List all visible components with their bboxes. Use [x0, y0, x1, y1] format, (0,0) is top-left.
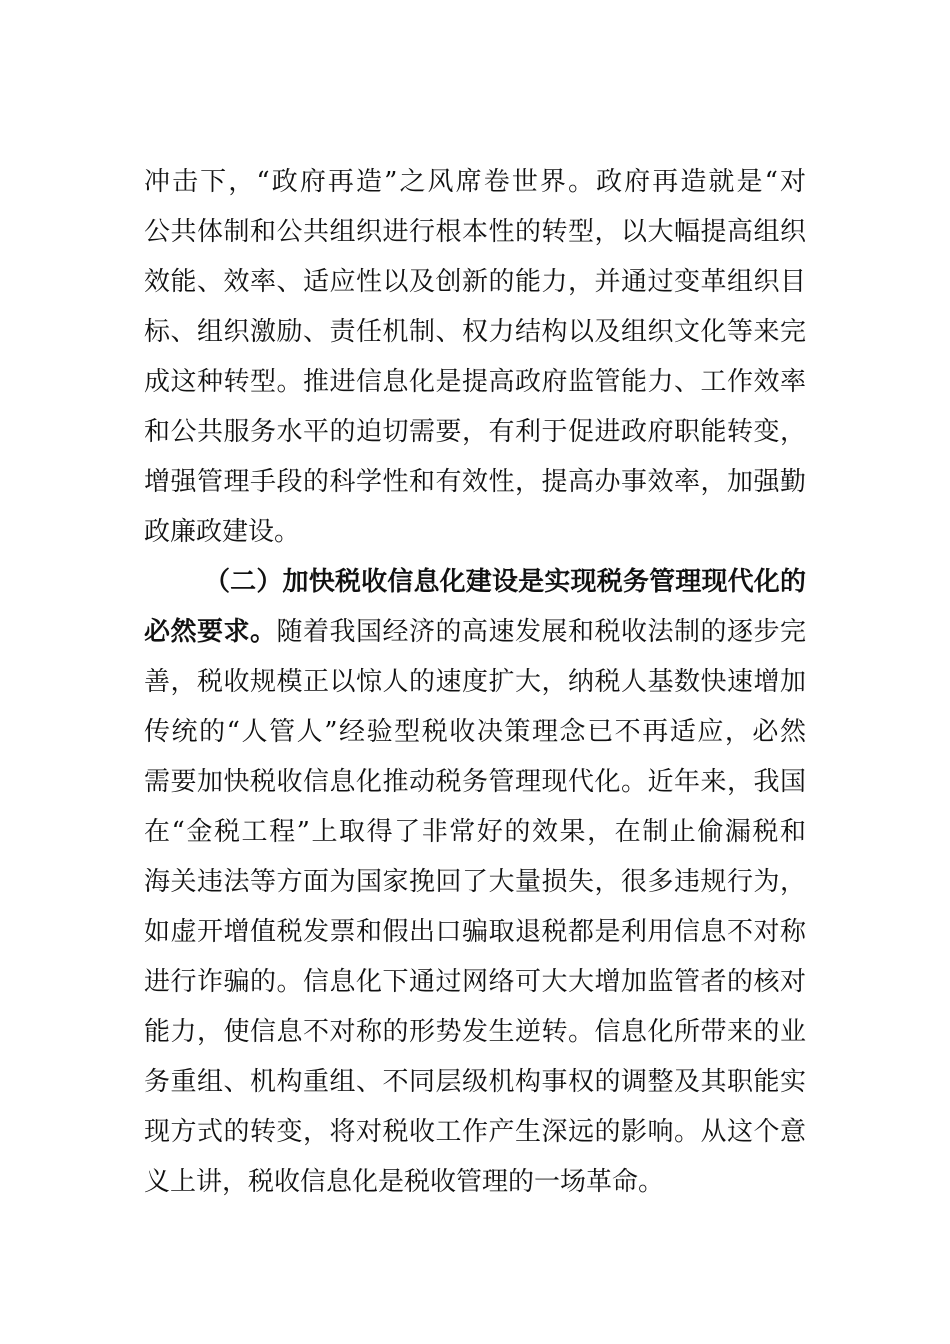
- section-heading-line-2: 必然要求。: [144, 617, 277, 647]
- paragraph-2-line-8: 如虚开增值税发票和假出口骗取退税都是利用信息不对称: [144, 917, 806, 947]
- paragraph-2-line-7: 海关违法等方面为国家挽回了大量损失，很多违规行为，: [144, 867, 806, 897]
- paragraph-1-line-2: 公共体制和公共组织进行根本性的转型，以大幅提高组织: [144, 217, 806, 247]
- paragraph-1-line-3: 效能、效率、适应性以及创新的能力，并通过变革组织目: [144, 267, 806, 297]
- paragraph-2-line-4: 传统的“人管人”经验型税收决策理念已不再适应，必然: [144, 717, 806, 747]
- paragraph-2-line-5: 需要加快税收信息化推动税务管理现代化。近年来，我国: [144, 767, 806, 797]
- paragraph-2-line-12: 现方式的转变，将对税收工作产生深远的影响。从这个意: [144, 1117, 806, 1147]
- paragraph-1-line-4: 标、组织激励、责任机制、权力结构以及组织文化等来完: [144, 317, 806, 347]
- paragraph-2-line-11: 务重组、机构重组、不同层级机构事权的调整及其职能实: [144, 1067, 806, 1097]
- paragraph-2-line-13: 义上讲，税收信息化是税收管理的一场革命。: [144, 1167, 665, 1197]
- paragraph-1-line-8: 政廉政建设。: [144, 517, 301, 547]
- paragraph-2-line-9: 进行诈骗的。信息化下通过网络可大大增加监管者的核对: [144, 967, 806, 997]
- paragraph-1-line-1: 冲击下，“政府再造”之风席卷世界。政府再造就是“对: [144, 167, 806, 197]
- paragraph-2-line-3: 善，税收规模正以惊人的速度扩大，纳税人基数快速增加: [144, 667, 806, 697]
- section-heading-line-1: （二）加快税收信息化建设是实现税务管理现代化的: [204, 567, 806, 597]
- paragraph-1-line-7: 增强管理手段的科学性和有效性，提高办事效率，加强勤: [144, 467, 806, 497]
- paragraph-2-line-2-rest: 随着我国经济的高速发展和税收法制的逐步完: [276, 617, 806, 647]
- paragraph-2-line-2: [144, 612, 806, 652]
- paragraph-1-line-6: 和公共服务水平的迫切需要，有利于促进政府职能转变，: [144, 417, 806, 447]
- paragraph-1-line-5: 成这种转型。推进信息化是提高政府监管能力、工作效率: [144, 367, 806, 397]
- paragraph-2-line-6: 在“金税工程”上取得了非常好的效果，在制止偷漏税和: [144, 817, 806, 847]
- paragraph-2-line-10: 能力，使信息不对称的形势发生逆转。信息化所带来的业: [144, 1017, 806, 1047]
